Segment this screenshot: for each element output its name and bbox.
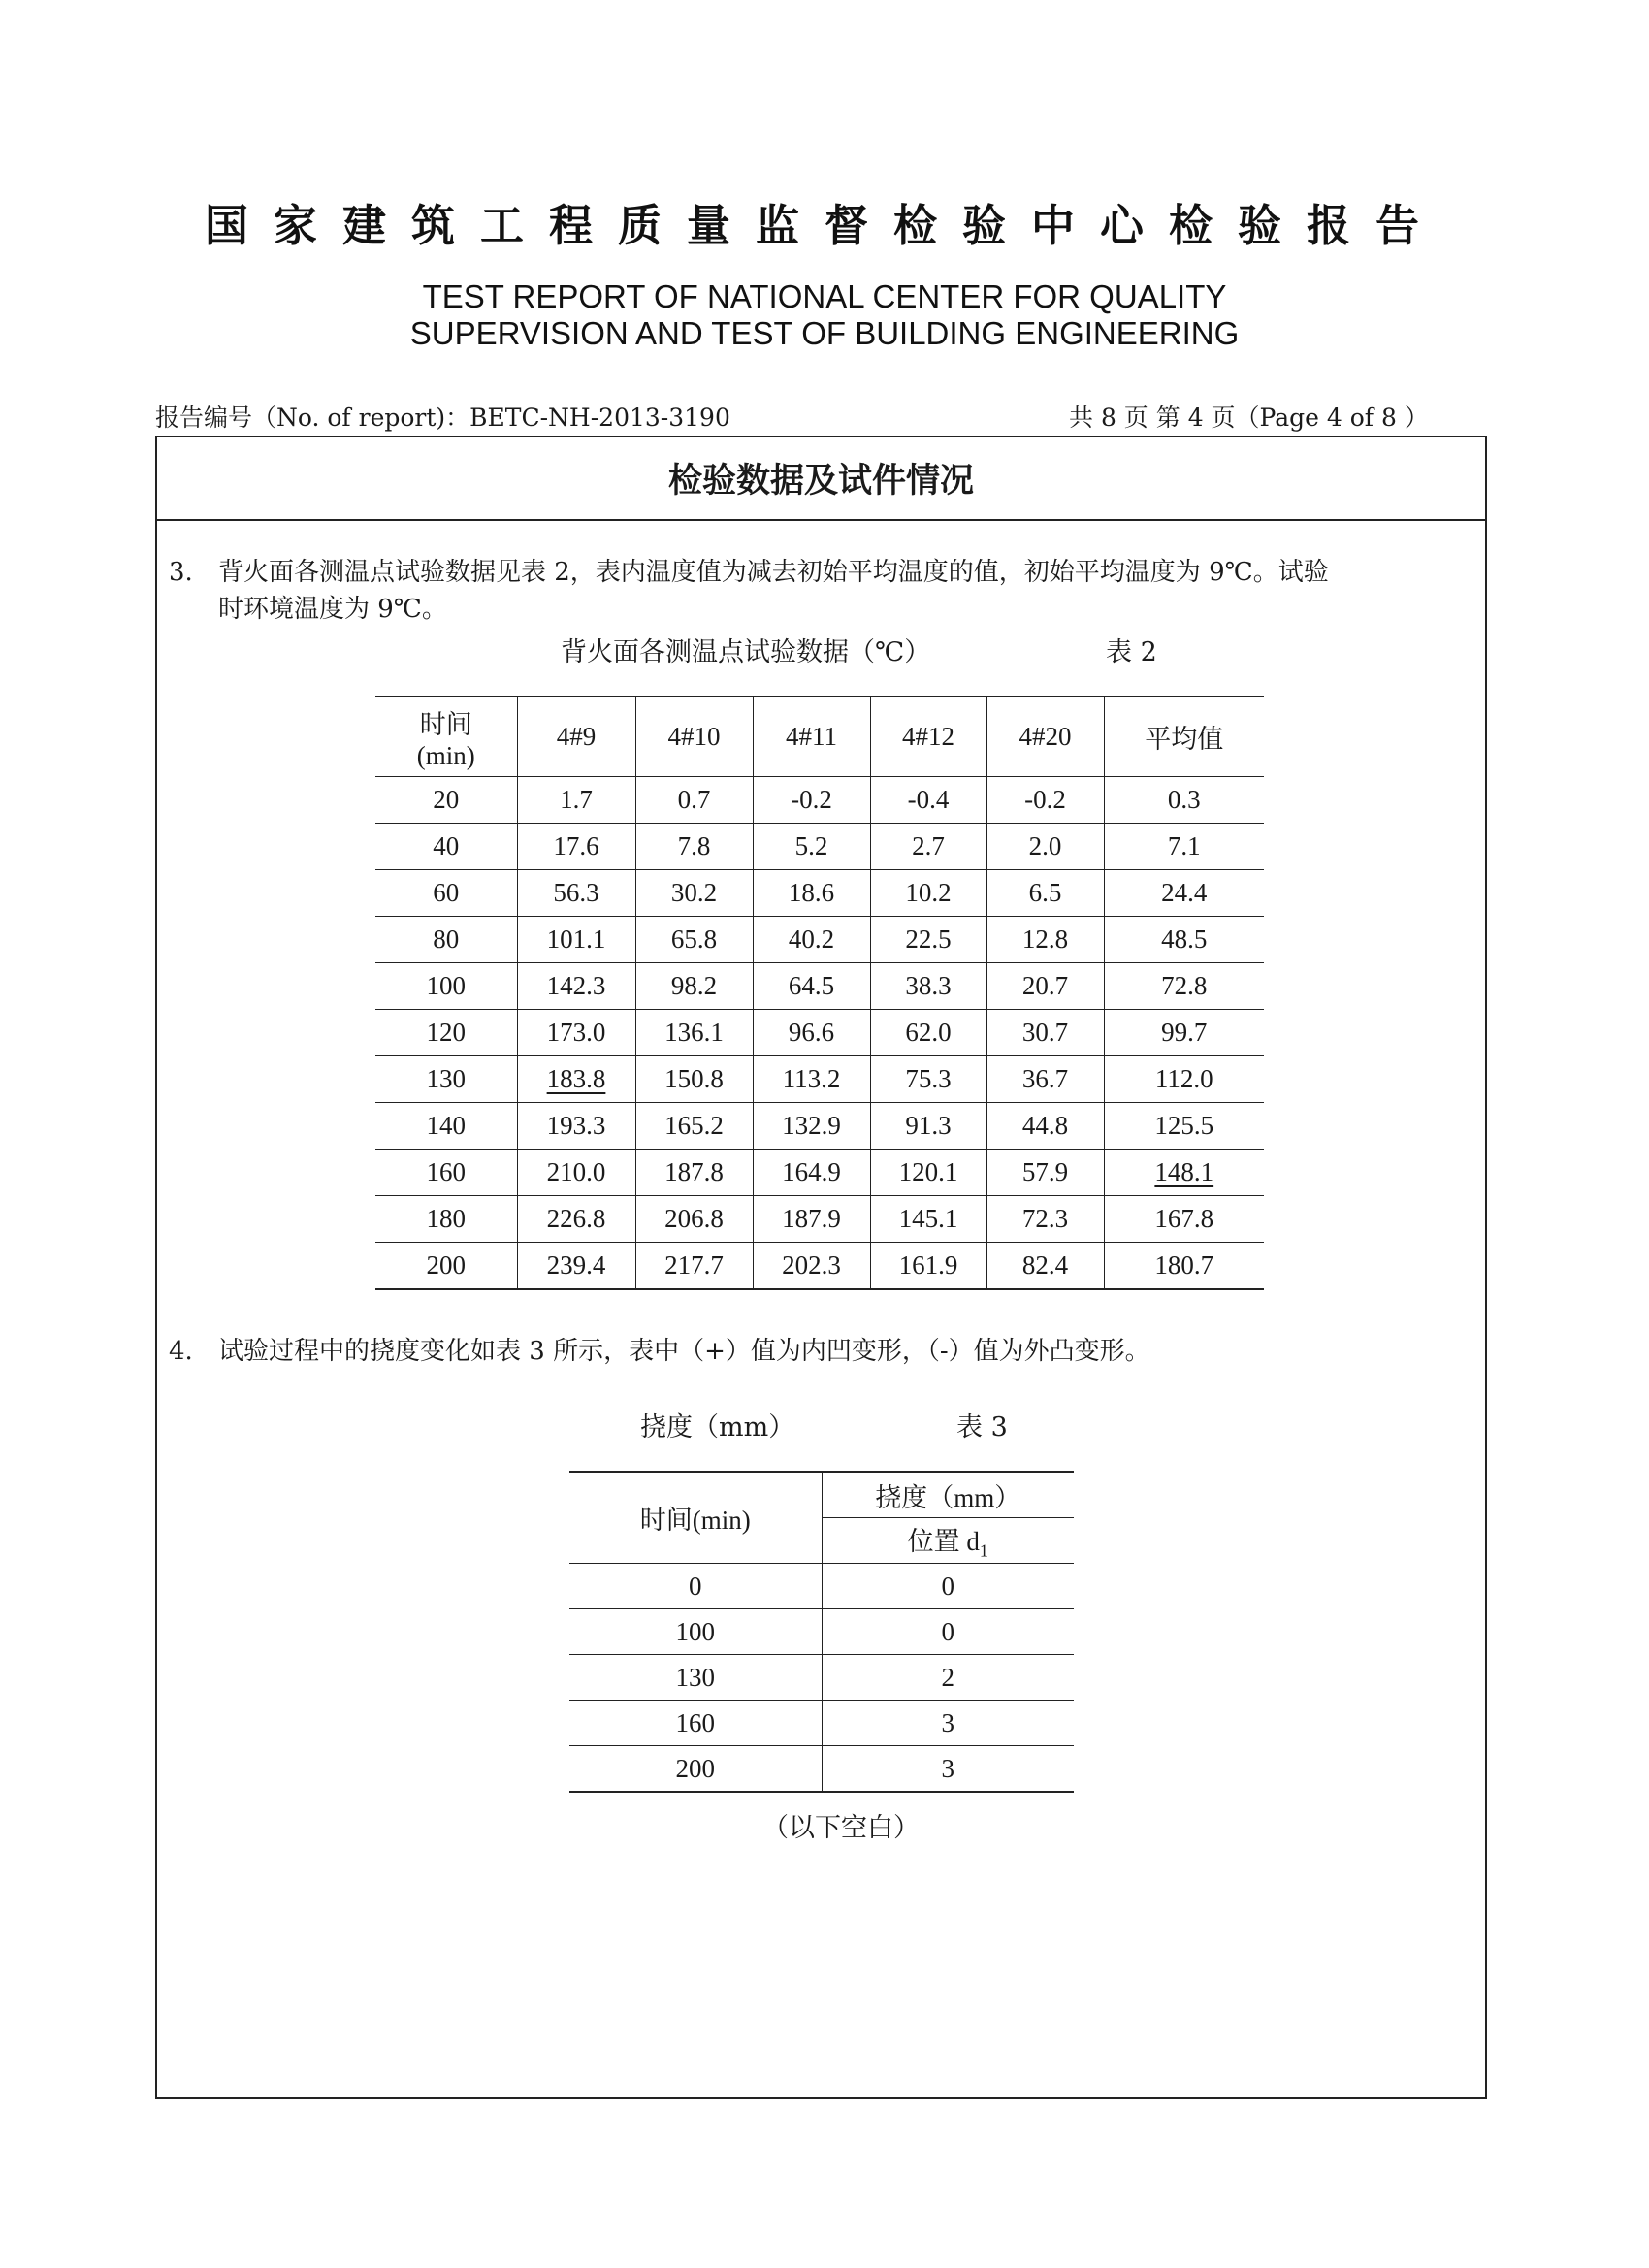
table3-row-value-cell: 2 [822, 1655, 1074, 1701]
table2-row-value-cell: 0.7 [635, 777, 753, 824]
table2-row-value-cell: 142.3 [517, 963, 635, 1010]
table2-header-time [375, 697, 517, 777]
table2-row-time-cell: 120 [375, 1010, 517, 1056]
table3-row-time-cell: 130 [569, 1655, 822, 1701]
table3-label: 表 3 [956, 1412, 1008, 1442]
table2-row-value-cell: 2.7 [870, 824, 986, 870]
table2-row-value-cell: -0.4 [870, 777, 986, 824]
table2-row-value-cell: 2.0 [986, 824, 1104, 870]
table2-row-value-cell: 145.1 [870, 1196, 986, 1243]
table3-row-time-cell: 200 [569, 1746, 822, 1793]
item3-number: 3. [169, 558, 193, 587]
table2-row-value-cell: 98.2 [635, 963, 753, 1010]
table2-row-value-cell: 187.9 [753, 1196, 870, 1243]
section-title: 检验数据及试件情况 [667, 462, 974, 501]
table2-row-time-cell: 60 [375, 870, 517, 917]
table2-row [375, 1010, 1264, 1056]
table2-row-time-cell: 140 [375, 1103, 517, 1150]
table2-row-value-cell: 6.5 [986, 870, 1104, 917]
table2-row-value-cell: 18.6 [753, 870, 870, 917]
table2-row-time-cell: 180 [375, 1196, 517, 1243]
table2-row [375, 1243, 1264, 1290]
table3-row-value-cell: 3 [822, 1701, 1074, 1746]
table2-header-cell: 4#12 [870, 697, 986, 777]
table2-row-value-cell: 17.6 [517, 824, 635, 870]
frame-divider [155, 519, 1487, 521]
table2-header-cell: 4#20 [986, 697, 1104, 777]
table2-row-value-cell: 24.4 [1104, 870, 1264, 917]
table2-row-value-cell: 132.9 [753, 1103, 870, 1150]
table3-row-time-cell: 0 [569, 1564, 822, 1609]
table2-row-value-cell: 210.0 [517, 1150, 635, 1196]
table2-header-time-label: 时间 [419, 709, 472, 739]
table3-row-time-cell: 160 [569, 1701, 822, 1746]
table2-row [375, 870, 1264, 917]
table2-row-value-cell: 20.7 [986, 963, 1104, 1010]
table2-row-value-cell: 62.0 [870, 1010, 986, 1056]
table2-row-value-cell: 206.8 [635, 1196, 753, 1243]
table2-row-value-cell: 120.1 [870, 1150, 986, 1196]
table2-row-value-cell: 75.3 [870, 1056, 986, 1103]
table2-row-value-cell: 1.7 [517, 777, 635, 824]
table2-row [375, 777, 1264, 824]
item4-number: 4. [169, 1337, 193, 1366]
table2-row-value-cell: 99.7 [1104, 1010, 1264, 1056]
table2-row-value-cell: 202.3 [753, 1243, 870, 1290]
table3-row-value-cell: 3 [822, 1746, 1074, 1793]
table2-row-value-cell: 12.8 [986, 917, 1104, 963]
table2-row-value-cell: 226.8 [517, 1196, 635, 1243]
table2-row-value-cell: 136.1 [635, 1010, 753, 1056]
report-title-english-line1: TEST REPORT OF NATIONAL CENTER FOR QUALITY [422, 278, 1227, 314]
table2-row-value-cell: 101.1 [517, 917, 635, 963]
table2-row-value-cell: 22.5 [870, 917, 986, 963]
table2-row-value-cell: 0.3 [1104, 777, 1264, 824]
table2-header-row [375, 697, 1264, 777]
table2-header-cell: 4#11 [753, 697, 870, 777]
item4-text: 试验过程中的挠度变化如表 3 所示，表中（+）值为内凹变形，（-）值为外凸变形。 [218, 1337, 1150, 1366]
table2-row-value-cell: 72.3 [986, 1196, 1104, 1243]
table2-row-value-cell: 187.8 [635, 1150, 753, 1196]
table2-row-value-cell: 7.1 [1104, 824, 1264, 870]
table2-row-time-cell: 130 [375, 1056, 517, 1103]
table3-position-subscript: 1 [979, 1540, 988, 1561]
table2-row [375, 1103, 1264, 1150]
table2-row-time-cell: 20 [375, 777, 517, 824]
table2-row-value-cell: 164.9 [753, 1150, 870, 1196]
table2-row-value-cell: 167.8 [1104, 1196, 1264, 1243]
blank-below-note: （以下空白） [762, 1813, 920, 1843]
table2-row-value-cell: 57.9 [986, 1150, 1104, 1196]
table2-row-value-cell: 65.8 [635, 917, 753, 963]
page-info: 共 8 页 第 4 页（Page 4 of 8 ） [1069, 404, 1429, 432]
table2-row-value-cell: 113.2 [753, 1056, 870, 1103]
report-title-english-line2: SUPERVISION AND TEST OF BUILDING ENGINEERING [409, 315, 1240, 351]
table3-row [569, 1746, 1074, 1793]
table2-row-value-cell: 148.1 [1104, 1150, 1264, 1196]
table2-row-value-cell: 44.8 [986, 1103, 1104, 1150]
table2-row [375, 917, 1264, 963]
table2-row-value-cell: 150.8 [635, 1056, 753, 1103]
table2-row [375, 824, 1264, 870]
table3-row-value-cell: 0 [822, 1609, 1074, 1655]
table2-label: 表 2 [1106, 637, 1157, 667]
table2-caption: 背火面各测温点试验数据（℃） [561, 637, 931, 667]
table2-row-value-cell: 36.7 [986, 1056, 1104, 1103]
table2-row-value-cell: 30.7 [986, 1010, 1104, 1056]
table2-row-value-cell: 217.7 [635, 1243, 753, 1290]
table2-row-value-cell: 180.7 [1104, 1243, 1264, 1290]
table2-row [375, 963, 1264, 1010]
table2-header-cell: 4#9 [517, 697, 635, 777]
table2-row-time-cell: 160 [375, 1150, 517, 1196]
table2-row-value-cell: 239.4 [517, 1243, 635, 1290]
table2-row [375, 1196, 1264, 1243]
table3-row [569, 1609, 1074, 1655]
table2-row-value-cell: 96.6 [753, 1010, 870, 1056]
table2-row-value-cell: 112.0 [1104, 1056, 1264, 1103]
table2-row-value-cell: 91.3 [870, 1103, 986, 1150]
table3-header-row [569, 1472, 1074, 1518]
table2-row-value-cell: 56.3 [517, 870, 635, 917]
table2-row-time-cell: 100 [375, 963, 517, 1010]
table3-header-position [822, 1518, 1074, 1564]
table2-row [375, 1150, 1264, 1196]
table2-row-value-cell: 161.9 [870, 1243, 986, 1290]
table3-caption: 挠度（mm） [640, 1412, 795, 1442]
table3-header-deflection: 挠度（mm） [822, 1472, 1074, 1518]
report-title-chinese: 国家建筑工程质量监督检验中心检验报告 [204, 200, 1444, 251]
table3-deflection-data [569, 1471, 1074, 1793]
table2-header-cell: 平均值 [1104, 697, 1264, 777]
table2-row-value-cell: 82.4 [986, 1243, 1104, 1290]
table2-row-value-cell: 193.3 [517, 1103, 635, 1150]
table2-row-time-cell: 40 [375, 824, 517, 870]
report-number: 报告编号（No. of report)：BETC-NH-2013-3190 [155, 404, 730, 432]
table2-row-value-cell: 173.0 [517, 1010, 635, 1056]
table2-row-value-cell: -0.2 [986, 777, 1104, 824]
table2-row [375, 1056, 1264, 1103]
table2-header-cell: 4#10 [635, 697, 753, 777]
table3-position-label: 位置 d [907, 1526, 980, 1556]
table3-row [569, 1564, 1074, 1609]
table2-row-value-cell: -0.2 [753, 777, 870, 824]
table3-row-time-cell: 100 [569, 1609, 822, 1655]
table2-row-value-cell: 125.5 [1104, 1103, 1264, 1150]
table2-row-value-cell: 72.8 [1104, 963, 1264, 1010]
item3-line1: 背火面各测温点试验数据见表 2，表内温度值为减去初始平均温度的值，初始平均温度为 9℃。试验 [218, 558, 1329, 587]
table2-temperature-data [375, 696, 1264, 1290]
table2-row-value-cell: 40.2 [753, 917, 870, 963]
table3-row [569, 1701, 1074, 1746]
table2-row-value-cell: 5.2 [753, 824, 870, 870]
table2-row-value-cell: 183.8 [517, 1056, 635, 1103]
table2-row-value-cell: 30.2 [635, 870, 753, 917]
table2-row-value-cell: 38.3 [870, 963, 986, 1010]
table2-row-value-cell: 7.8 [635, 824, 753, 870]
table2-row-value-cell: 48.5 [1104, 917, 1264, 963]
table2-header-time-unit: (min) [416, 740, 475, 770]
table3-row-value-cell: 0 [822, 1564, 1074, 1609]
item3-line2: 时环境温度为 9℃。 [218, 595, 447, 624]
table2-row-time-cell: 80 [375, 917, 517, 963]
table3-header-time: 时间(min) [569, 1472, 822, 1564]
table2-row-value-cell: 64.5 [753, 963, 870, 1010]
table3-row [569, 1655, 1074, 1701]
table2-row-time-cell: 200 [375, 1243, 517, 1290]
table2-row-value-cell: 165.2 [635, 1103, 753, 1150]
table2-row-value-cell: 10.2 [870, 870, 986, 917]
